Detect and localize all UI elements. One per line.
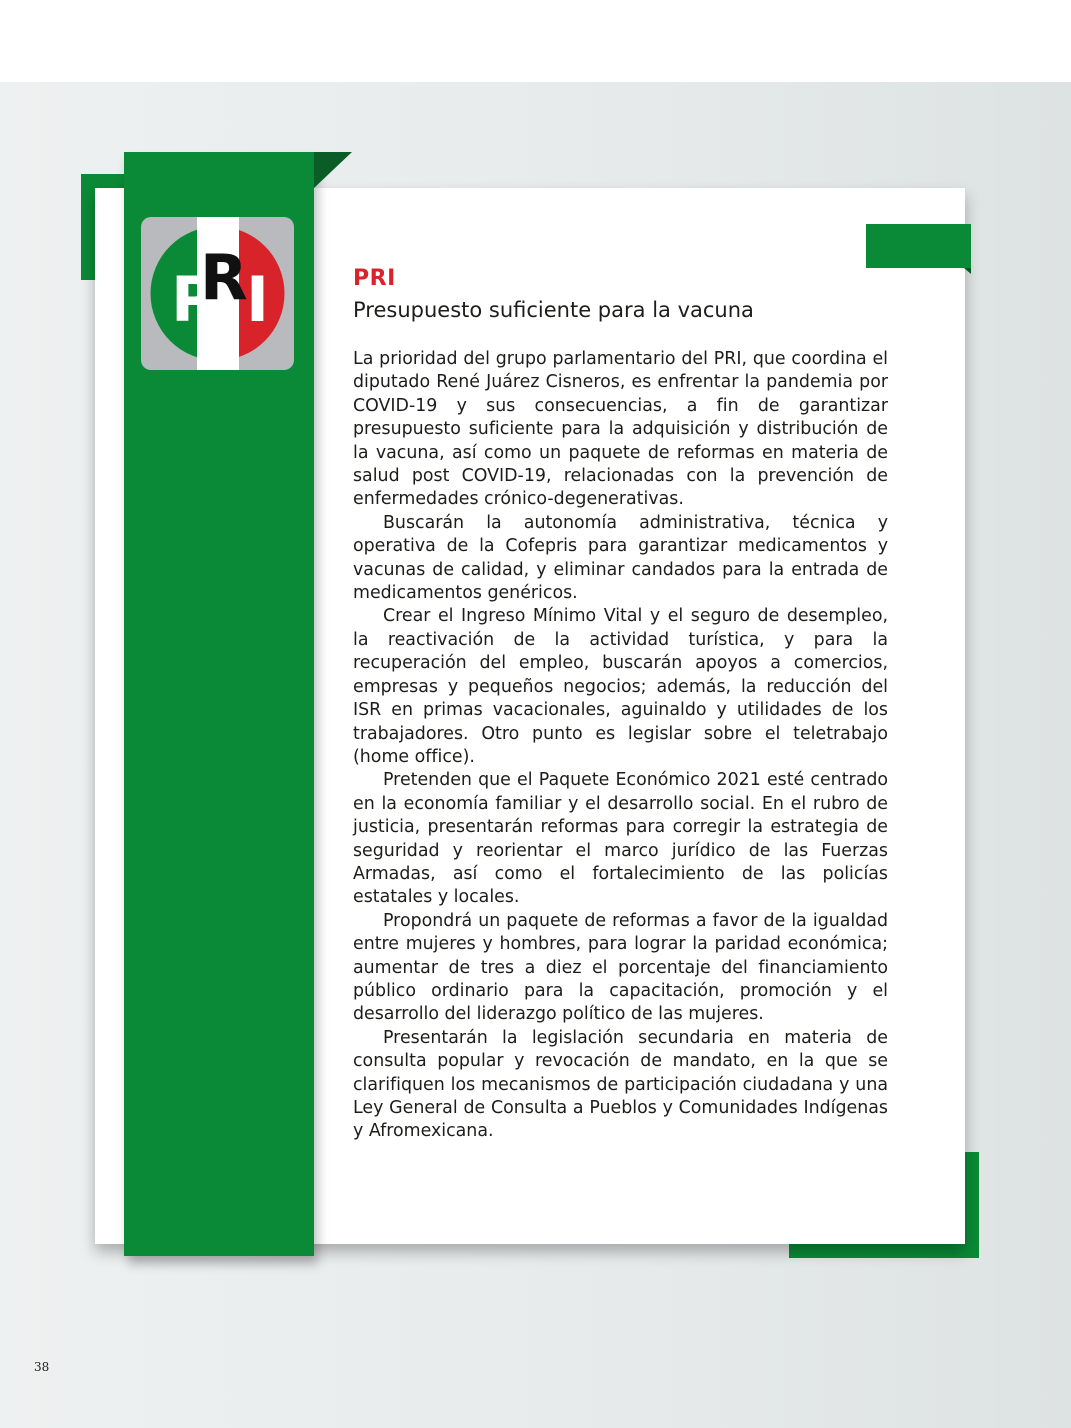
page-number: 38	[34, 1360, 50, 1374]
logo-letter-p: P	[171, 263, 217, 336]
paragraph: Pretenden que el Paquete Económico 2021 esté centrado en la economía familiar y el desarrollo social. En el rubro de justicia, presentarán reformas para corregir la estrategia de seguridad y reorientar el marco jurídico de las Fuerzas Armadas, así como el fortalecimiento de las policías estatales y locales.	[353, 770, 888, 908]
decorative-tab-fold	[964, 268, 971, 274]
paragraph: Crear el Ingreso Mínimo Vital y el seguro de desempleo, la reactivación de la actividad turística, y para la recuperación del empleo, buscarán apoyos a comercios, empresas y pequeños negocios; además, la reducción del ISR en primas vacacionales, aguinaldo y utilidades de los trabajadores. Otro punto es legislar sobre el teletrabajo (home office).	[353, 606, 888, 767]
article-subtitle: Presupuesto suficiente para la vacuna	[353, 298, 754, 322]
ribbon-fold	[314, 152, 352, 188]
pri-logo-icon	[141, 217, 294, 370]
logo-letter-i: I	[246, 263, 270, 336]
paragraph: Propondrá un paquete de reformas a favor de la igualdad entre mujeres y hombres, para lograr la paridad económica; aumentar de tres a diez el porcentaje del financiamiento público ordinario para la capacitación, promoción y el desarrollo del liderazgo político de las mujeres.	[353, 910, 888, 1025]
paragraph: Buscarán la autonomía administrativa, técnica y operativa de la Cofepris para garantizar medicamentos y vacunas de calidad, y eliminar candados para la entrada de medicamentos genéricos.	[353, 512, 888, 604]
paragraph: La prioridad del grupo parlamentario del PRI, que coordina el diputado René Juárez Cisneros, es enfrentar la pandemia por COVID-19 y sus consecuencias, a fin de garantizar presupuesto suficiente para la adquisición y distribución de la vacuna, así como un paquete de reformas en materia de salud post COVID-19, relacionadas con la prevención de enfermedades crónico-degenerativas.	[353, 349, 888, 510]
decorative-tab-right	[866, 224, 971, 268]
article-body	[353, 348, 888, 1144]
article-heading: PRI	[353, 266, 396, 291]
pri-logo	[141, 217, 294, 370]
logo-letter-r: R	[200, 241, 248, 314]
paragraph: Presentarán la legislación secundaria en materia de consulta popular y revocación de mandato, en la que se clarifiquen los mecanismos de participación ciudadana y una Ley General de Consulta a Pueblos y Comunidades Indígenas y Afromexicana.	[353, 1027, 888, 1142]
